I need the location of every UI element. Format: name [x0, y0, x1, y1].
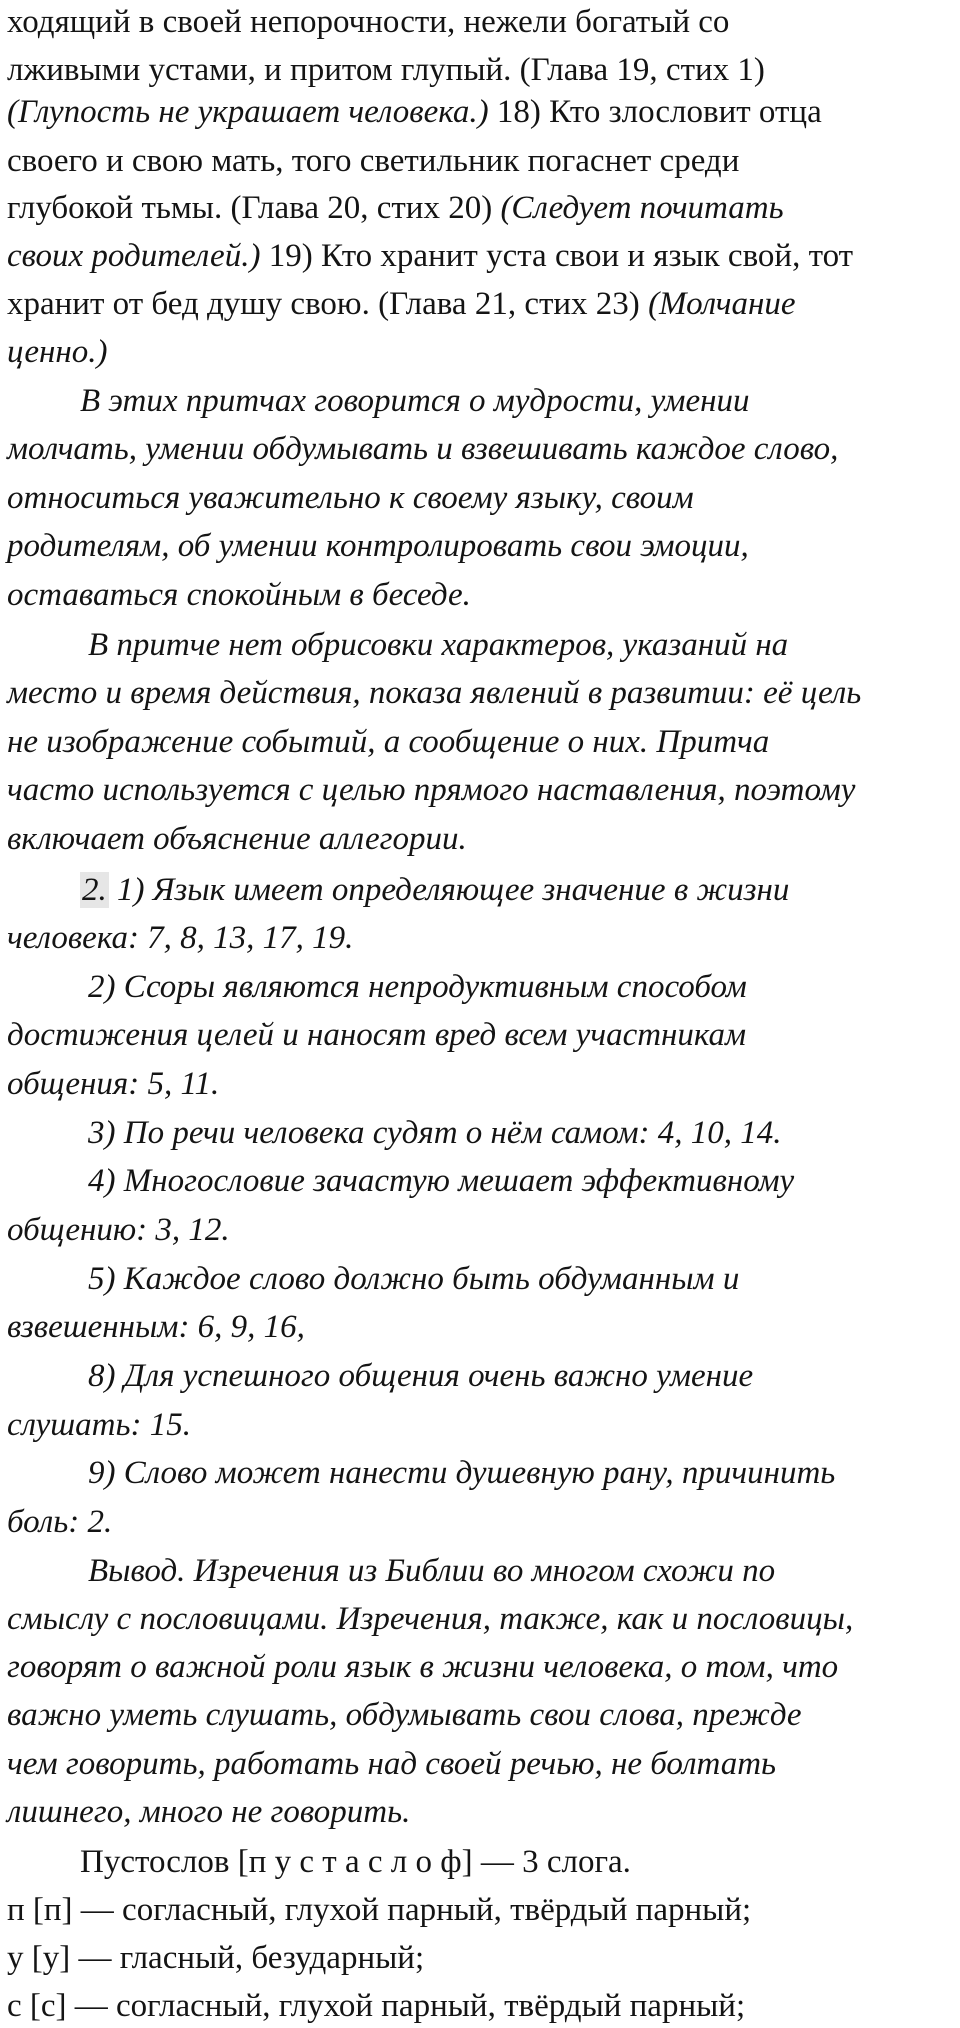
- paragraph-line: включает объяснение аллегории.: [7, 821, 467, 857]
- text-line: [7, 188, 784, 228]
- conclusion-line: смыслу с пословицами. Изречения, также, как и пословицы,: [7, 1601, 854, 1637]
- group-line: слушать: 15.: [7, 1407, 191, 1443]
- text-line: [7, 332, 107, 372]
- conclusion-line: говорят о важной роли язык в жизни человека, о том, что: [7, 1649, 839, 1685]
- italic-span: ценно.): [7, 334, 108, 370]
- group-line: 5) Каждое слово должно быть обдуманным и: [88, 1261, 740, 1297]
- group-line: человека: 7, 8, 13, 17, 19.: [7, 920, 354, 956]
- italic-span: своих родителей.): [7, 238, 261, 274]
- group-line: достижения целей и наносят вред всем участникам: [7, 1017, 747, 1053]
- text-span: своего и свою мать, того светильник погаснет среди: [7, 143, 740, 179]
- phonetics-sound: с [с] — согласный, глухой парный, твёрдый парный;: [7, 1988, 746, 2024]
- phonetics-sound: п [п] — согласный, глухой парный, твёрдый парный;: [7, 1892, 752, 1928]
- group-line: 3) По речи человека судят о нём самом: 4, 10, 14.: [88, 1115, 782, 1151]
- group-line: 8) Для успешного общения очень важно умение: [88, 1358, 754, 1394]
- conclusion-line: чем говорить, работать над своей речью, не болтать: [7, 1746, 777, 1782]
- text-span: 18) Кто злословит отца: [488, 94, 822, 130]
- text-span: 1) Язык имеет определяющее значение в жизни: [108, 872, 790, 908]
- text-span: хранит от бед душу свою. (Глава 21, стих 23): [7, 286, 649, 322]
- paragraph-line: родителям, об умении контролировать свои эмоции,: [7, 528, 749, 564]
- paragraph-line: не изображение событий, а сообщение о них. Притча: [7, 724, 770, 760]
- group-line: 9) Слово может нанести душевную рану, причинить: [88, 1455, 836, 1491]
- paragraph-line: относиться уважительно к своему языку, своим: [7, 480, 694, 516]
- text-line: [7, 284, 795, 324]
- paragraph-line: оставаться спокойным в беседе.: [7, 577, 471, 613]
- conclusion-line: важно уметь слушать, обдумывать свои слова, прежде: [7, 1697, 802, 1733]
- paragraph-line: место и время действия, показа явлений в развитии: её цель: [7, 675, 862, 711]
- text-line: [7, 141, 739, 181]
- paragraph-line: В притче нет обрисовки характеров, указаний на: [88, 627, 789, 663]
- paragraph-line: молчать, умении обдумывать и взвешивать каждое слово,: [7, 431, 839, 467]
- group-line: 4) Многословие зачастую мешает эффективному: [88, 1163, 795, 1199]
- text-line: [7, 2, 729, 42]
- phonetics-sound: у [у] — гласный, безударный;: [7, 1940, 425, 1976]
- text-span: глубокой тьмы. (Глава 20, стих 20): [7, 190, 501, 226]
- conclusion-line: Вывод. Изречения из Библии во многом схожи по: [88, 1553, 776, 1589]
- text-line: [7, 92, 822, 132]
- group-line: [80, 870, 789, 910]
- group-line: общения: 5, 11.: [7, 1066, 220, 1102]
- paragraph-line: часто используется с целью прямого наставления, поэтому: [7, 772, 856, 808]
- group-line: 2) Ссоры являются непродуктивным способом: [88, 969, 747, 1005]
- group-line: общению: 3, 12.: [7, 1212, 230, 1248]
- italic-span: (Молчание: [648, 286, 796, 322]
- text-line: [7, 50, 765, 90]
- italic-span: (Следует почитать: [500, 190, 784, 226]
- paragraph-line: В этих притчах говорится о мудрости, умении: [80, 383, 750, 419]
- conclusion-line: лишнего, много не говорить.: [7, 1794, 411, 1830]
- text-span: 19) Кто хранит уста свои и язык свой, тот: [260, 238, 854, 274]
- text-span: лживыми устами, и притом глупый. (Глава 19, стих 1): [7, 52, 765, 88]
- task-number: 2.: [82, 872, 107, 908]
- text-line: [7, 236, 853, 276]
- text-span: ходящий в своей непорочности, нежели богатый со: [7, 4, 730, 40]
- phonetics-title: Пустослов [п у с т а с л о ф] — 3 слога.: [80, 1844, 631, 1880]
- group-line: боль: 2.: [7, 1504, 113, 1540]
- group-line: взвешенным: 6, 9, 16,: [7, 1309, 305, 1345]
- italic-span: (Глупость не украшает человека.): [7, 94, 489, 130]
